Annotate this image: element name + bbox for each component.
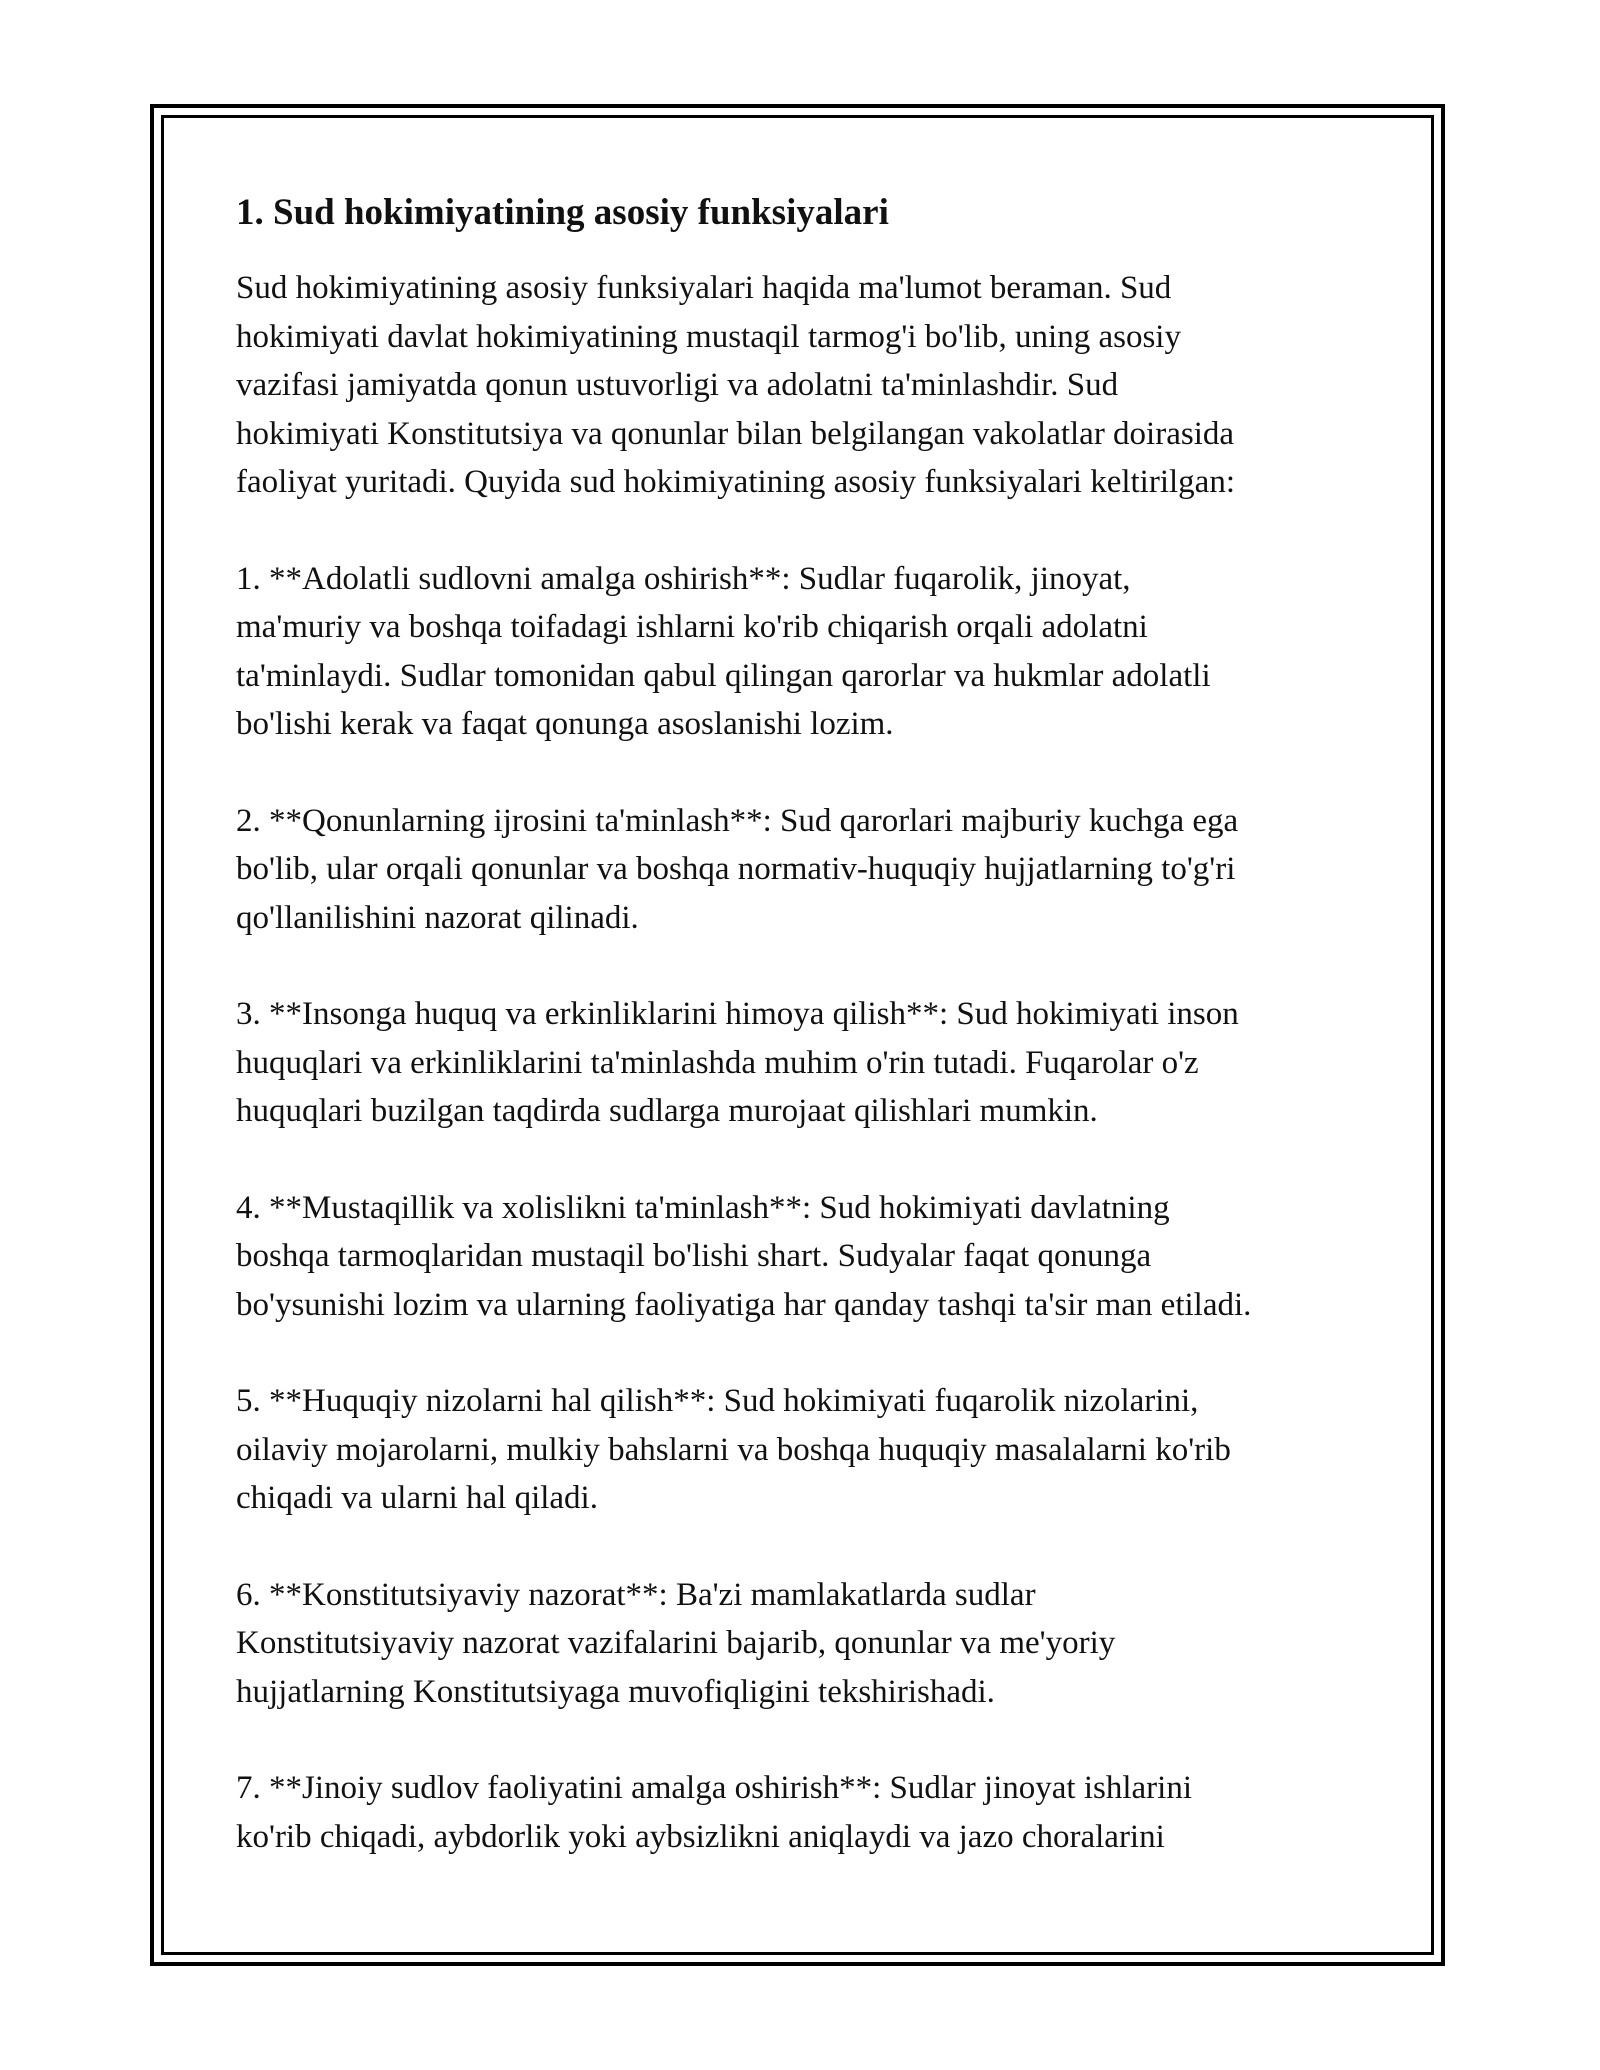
paragraph-line: qo'llanilishini nazorat qilinadi.	[236, 899, 639, 936]
document-body	[236, 190, 1386, 1909]
paragraph-line: vazifasi jamiyatda qonun ustuvorligi va adolatni ta'minlashdir. Sud	[236, 367, 1119, 403]
intro-paragraph	[236, 264, 1386, 507]
list-item-7	[236, 1764, 1386, 1861]
paragraph-line: bo'lib, ular orqali qonunlar va boshqa normativ-huquqiy hujjatlarning to'g'ri	[236, 851, 1236, 887]
paragraph-line: 1. **Adolatli sudlovni amalga oshirish**: Sudlar fuqarolik, jinoyat,	[236, 560, 1131, 597]
paragraph-line: Konstitutsiyaviy nazorat vazifalarini bajarib, qonunlar va me'yoriy	[236, 1625, 1116, 1661]
paragraph-line: faoliyat yuritadi. Quyida sud hokimiyatining asosiy funksiyalari keltirilgan:	[236, 464, 1235, 500]
paragraph-line: hokimiyati Konstitutsiya va qonunlar bilan belgilangan vakolatlar doirasida	[236, 415, 1235, 452]
paragraph-line: 3. **Insonga huquq va erkinliklarini himoya qilish**: Sud hokimiyati inson	[236, 996, 1239, 1032]
paragraph-line: bo'lishi kerak va faqat qonunga asoslanishi lozim.	[236, 706, 894, 742]
paragraph-line: chiqadi va ularni hal qiladi.	[236, 1480, 598, 1516]
list-item-5	[236, 1377, 1386, 1523]
list-item-3	[236, 990, 1386, 1136]
paragraph-line: ta'minlaydi. Sudlar tomonidan qabul qilingan qarorlar va hukmlar adolatli	[236, 657, 1211, 694]
list-item-1	[236, 555, 1386, 749]
paragraph-line: Sud hokimiyatining asosiy funksiyalari haqida ma'lumot beraman. Sud	[236, 270, 1172, 306]
paragraph-line: hujjatlarning Konstitutsiyaga muvofiqligini tekshirishadi.	[236, 1673, 995, 1710]
paragraph-line: 6. **Konstitutsiyaviy nazorat**: Ba'zi mamlakatlarda sudlar	[236, 1576, 1036, 1613]
paragraph-line: ma'muriy va boshqa toifadagi ishlarni ko'rib chiqarish orqali adolatni	[236, 609, 1148, 645]
list-item-4	[236, 1184, 1386, 1330]
paragraph-line: 5. **Huquqiy nizolarni hal qilish**: Sud hokimiyati fuqarolik nizolarini,	[236, 1383, 1199, 1419]
paragraph-line: oilaviy mojarolarni, mulkiy bahslarni va boshqa huquqiy masalalarni ko'rib	[236, 1431, 1231, 1468]
paragraph-line: huquqlari va erkinliklarini ta'minlashda muhim o'rin tutadi. Fuqarolar o'z	[236, 1044, 1199, 1081]
paragraph-line: 2. **Qonunlarning ijrosini ta'minlash**: Sud qarorlari majburiy kuchga ega	[236, 802, 1239, 839]
list-item-6	[236, 1571, 1386, 1717]
paragraph-line: ko'rib chiqadi, aybdorlik yoki aybsizlikni aniqlaydi va jazo choralarini	[236, 1818, 1165, 1855]
paragraph-line: huquqlari buzilgan taqdirda sudlarga murojaat qilishlari mumkin.	[236, 1093, 1098, 1129]
list-item-2	[236, 797, 1386, 943]
paragraph-line: 7. **Jinoiy sudlov faoliyatini amalga oshirish**: Sudlar jinoyat ishlarini	[236, 1770, 1192, 1806]
paragraph-line: bo'ysunishi lozim va ularning faoliyatiga har qanday tashqi ta'sir man etiladi.	[236, 1286, 1252, 1323]
paragraph-line: 4. **Mustaqillik va xolislikni ta'minlash**: Sud hokimiyati davlatning	[236, 1189, 1170, 1226]
section-heading: 1. Sud hokimiyatining asosiy funksiyalari	[236, 192, 889, 233]
paragraph-line: boshqa tarmoqlaridan mustaqil bo'lishi shart. Sudyalar faqat qonunga	[236, 1238, 1152, 1274]
paragraph-line: hokimiyati davlat hokimiyatining mustaqil tarmog'i bo'lib, uning asosiy	[236, 318, 1181, 355]
